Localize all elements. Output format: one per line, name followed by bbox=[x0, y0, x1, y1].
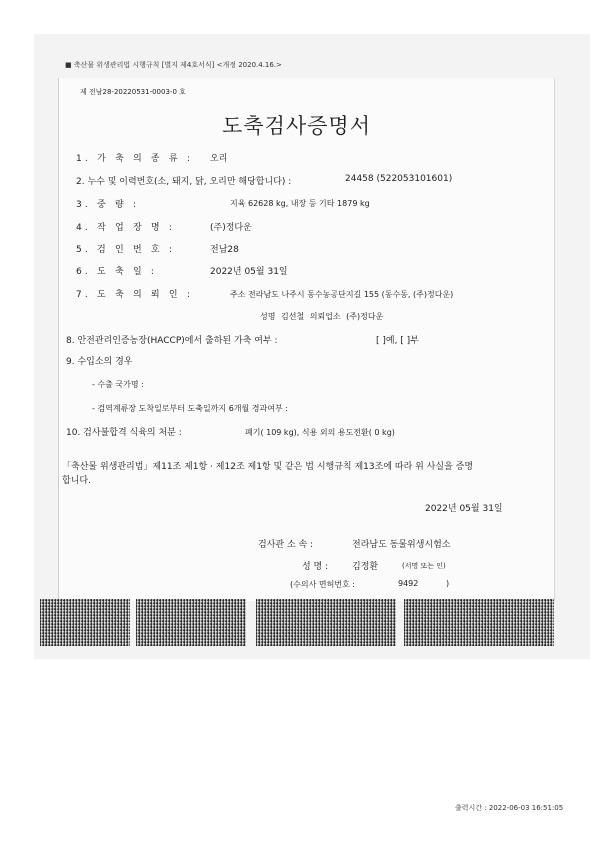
inspector-name-label: 성 명 : bbox=[302, 562, 329, 572]
item-label-trace-number: 2. 누수 및 이력번호(소, 돼지, 닭, 오리만 해당합니다) : bbox=[76, 177, 292, 187]
item-label-workplace: 4. 작 업 장 명 : bbox=[76, 223, 176, 233]
signature-note: (서명 또는 인) bbox=[402, 562, 446, 570]
item-value-seal-number: 전남28 bbox=[210, 245, 239, 255]
statement-line-1: 「축산물 위생관리법」제11조 제1항 · 제12조 제1항 및 같은 법 시행규칙 제13조에 따라 위 사실을 증명 bbox=[62, 462, 474, 472]
item-label-weight: 3. 중 량 : bbox=[76, 200, 140, 210]
document-title: 도축검사증명서 bbox=[222, 114, 372, 138]
inspector-name: 김정환 bbox=[352, 562, 379, 572]
license-close: ) bbox=[446, 579, 450, 588]
item-label-export-country: - 수출 국가명 : bbox=[92, 380, 144, 389]
item-value-livestock-type: 오리 bbox=[210, 154, 228, 164]
certificate-number: 제 전남28-20220531-0003-0 호 bbox=[80, 88, 186, 96]
item-label-imported: 9. 수입소의 경우 bbox=[66, 357, 133, 367]
item-label-quarantine: - 검역계류장 도착일로부터 도축일까지 6개월 경과여부 : bbox=[92, 404, 288, 413]
item-label-livestock-type: 1. 가 축 의 종 류 : bbox=[76, 154, 194, 164]
inspector-affiliation: 전라남도 동물위생시험소 bbox=[352, 540, 451, 550]
item-label-disposal: 10. 검사불합격 식육의 처분 : bbox=[66, 428, 182, 438]
item-value-workplace: (주)정다운 bbox=[210, 223, 252, 233]
encoded-barcode-2 bbox=[256, 599, 396, 646]
regulation-note: ■ 축산물 위생관리법 시행규칙 [별지 제4호서식] <개정 2020.4.16.> bbox=[65, 61, 282, 69]
qr-code-image bbox=[40, 599, 130, 646]
print-timestamp: 출력시간 : 2022-06-03 16:51:05 bbox=[455, 804, 564, 812]
inspector-affiliation-label: 검사관 소 속 : bbox=[258, 540, 314, 550]
item-value-requester-name: 성명 김선철 의뢰업소 (주)정다운 bbox=[260, 312, 384, 321]
statement-line-2: 합니다. bbox=[62, 476, 91, 486]
item-value-requester-address: 주소 전라남도 나주시 동수농공단지길 155 (동수동, (주)정다운) bbox=[230, 290, 454, 299]
item-label-seal-number: 5. 검 인 번 호 : bbox=[76, 245, 176, 255]
license-label: (수의사 면허번호 : bbox=[290, 580, 355, 589]
item-value-slaughter-date: 2022년 05월 31일 bbox=[210, 267, 288, 277]
item-value-weight: 지육 62628 kg, 내장 등 기타 1879 kg bbox=[230, 199, 370, 208]
item-value-haccp: [ ]예, [ ]부 bbox=[376, 336, 419, 346]
item-label-slaughter-date: 6. 도 축 일 : bbox=[76, 267, 158, 277]
encoded-barcode-3 bbox=[404, 599, 554, 646]
license-number: 9492 bbox=[398, 579, 419, 588]
issue-date: 2022년 05월 31일 bbox=[425, 504, 503, 514]
item-value-trace-number: 24458 (522053101601) bbox=[345, 174, 453, 184]
item-value-disposal: 폐기( 109 kg), 식용 외의 용도전환( 0 kg) bbox=[245, 428, 395, 437]
item-label-requester: 7. 도 축 의 뢰 인 : bbox=[76, 290, 194, 300]
encoded-barcode-1 bbox=[136, 599, 246, 646]
item-label-haccp: 8. 안전관리인증농장(HACCP)에서 출하된 가축 여부 : bbox=[66, 336, 278, 346]
